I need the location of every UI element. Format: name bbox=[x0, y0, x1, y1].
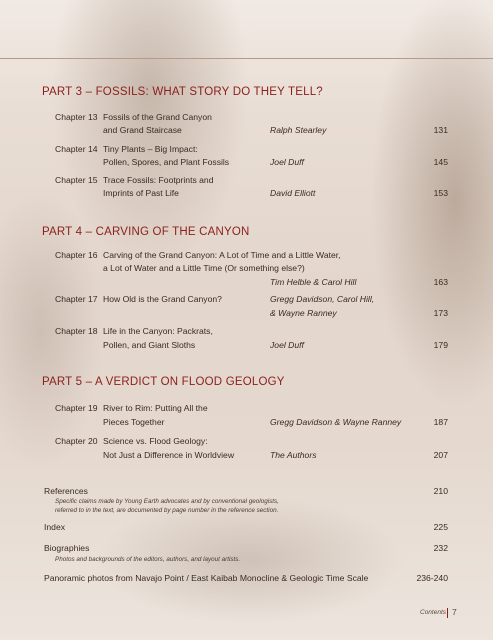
chapter-page-number: 153 bbox=[433, 188, 448, 198]
chapter-title-line: Fossils of the Grand Canyon bbox=[103, 112, 212, 122]
chapter-title-line: Trace Fossils: Footprints and bbox=[103, 175, 214, 185]
chapter-title-line: River to Rim: Putting All the bbox=[103, 403, 208, 413]
chapter-title-line: Pollen, Spores, and Plant Fossils bbox=[103, 157, 230, 167]
chapter-page-number: 187 bbox=[433, 417, 448, 427]
part-4-heading: PART 4 – CARVING OF THE CANYON bbox=[42, 226, 250, 238]
part-5-heading: PART 5 – A VERDICT ON FLOOD GEOLOGY bbox=[42, 376, 285, 388]
chapter-author: & Wayne Ranney bbox=[270, 308, 337, 318]
chapter-title-line: Science vs. Flood Geology: bbox=[103, 436, 208, 446]
chapter-author: Ralph Stearley bbox=[270, 125, 327, 135]
footer-page-number: 7 bbox=[452, 607, 457, 617]
toc-entry-chapter-13[interactable] bbox=[0, 111, 493, 137]
chapter-author: Joel Duff bbox=[270, 157, 304, 167]
chapter-page-number: 173 bbox=[433, 308, 448, 318]
chapter-number: Chapter 17 bbox=[55, 294, 98, 304]
chapter-page-number: 207 bbox=[433, 450, 448, 460]
chapter-title-line: Not Just a Difference in Worldview bbox=[103, 450, 235, 460]
index-link[interactable]: Index bbox=[44, 522, 66, 532]
part-3-heading: PART 3 – FOSSILS: WHAT STORY DO THEY TELL? bbox=[42, 86, 323, 98]
chapter-title-line: Carving of the Grand Canyon: A Lot of Time and a Little Water, bbox=[103, 250, 341, 260]
chapter-number: Chapter 18 bbox=[55, 326, 98, 336]
chapter-page-number: 163 bbox=[433, 277, 448, 287]
chapter-title-line: Pollen, and Giant Sloths bbox=[103, 340, 196, 350]
chapter-title-line: and Grand Staircase bbox=[103, 125, 182, 135]
chapter-number: Chapter 14 bbox=[55, 144, 98, 154]
chapter-number: Chapter 16 bbox=[55, 250, 98, 260]
references-link[interactable]: References bbox=[44, 486, 88, 496]
chapter-number: Chapter 15 bbox=[55, 175, 98, 185]
chapter-author: Joel Duff bbox=[270, 340, 304, 350]
biographies-link[interactable]: Biographies bbox=[44, 543, 90, 553]
toc-entry-chapter-19[interactable] bbox=[0, 402, 493, 428]
footer-section-label: Contents bbox=[420, 609, 447, 616]
toc-entry-chapter-17[interactable] bbox=[0, 293, 493, 319]
chapter-author: Gregg Davidson & Wayne Ranney bbox=[270, 417, 402, 427]
biographies-page-number: 232 bbox=[433, 543, 448, 553]
references-page-number: 210 bbox=[433, 486, 448, 496]
references-note: Specific claims made by Young Earth advocates and by conventional geologists, bbox=[55, 498, 279, 505]
chapter-title-line: Tiny Plants – Big Impact: bbox=[103, 144, 198, 154]
chapter-number: Chapter 20 bbox=[55, 436, 98, 446]
chapter-author: Tim Helble & Carol Hill bbox=[270, 277, 357, 287]
chapter-author: Gregg Davidson, Carol Hill, bbox=[270, 294, 375, 304]
chapter-number: Chapter 13 bbox=[55, 112, 98, 122]
chapter-title-line: Life in the Canyon: Packrats, bbox=[103, 326, 213, 336]
toc-entry-chapter-20[interactable] bbox=[0, 435, 493, 461]
footer-divider bbox=[447, 608, 448, 618]
references-note: referred to in the text, are documented by page number in the reference section. bbox=[55, 507, 279, 514]
chapter-title-line: a Lot of Water and a Little Time (Or something else?) bbox=[103, 263, 305, 273]
toc-entry-chapter-16[interactable] bbox=[0, 249, 493, 289]
toc-entry-chapter-14[interactable] bbox=[0, 143, 493, 169]
chapter-number: Chapter 19 bbox=[55, 403, 98, 413]
chapter-title-line: Pieces Together bbox=[103, 417, 165, 427]
panoramic-photos-page-number: 236-240 bbox=[416, 573, 448, 583]
chapter-author: David Elliott bbox=[270, 188, 316, 198]
panoramic-photos-link[interactable]: Panoramic photos from Navajo Point / East Kaibab Monocline & Geologic Time Scale bbox=[44, 573, 369, 583]
toc-entry-chapter-15[interactable] bbox=[0, 174, 493, 200]
chapter-title-line: Imprints of Past Life bbox=[103, 188, 179, 198]
toc-entry-chapter-18[interactable] bbox=[0, 325, 493, 351]
chapter-page-number: 145 bbox=[433, 157, 448, 167]
chapter-title-line: How Old is the Grand Canyon? bbox=[103, 294, 222, 304]
chapter-page-number: 131 bbox=[433, 125, 448, 135]
chapter-author: The Authors bbox=[270, 450, 317, 460]
header-rule bbox=[0, 58, 493, 59]
biographies-note: Photos and backgrounds of the editors, authors, and layout artists. bbox=[55, 556, 241, 563]
index-page-number: 225 bbox=[433, 522, 448, 532]
chapter-page-number: 179 bbox=[433, 340, 448, 350]
